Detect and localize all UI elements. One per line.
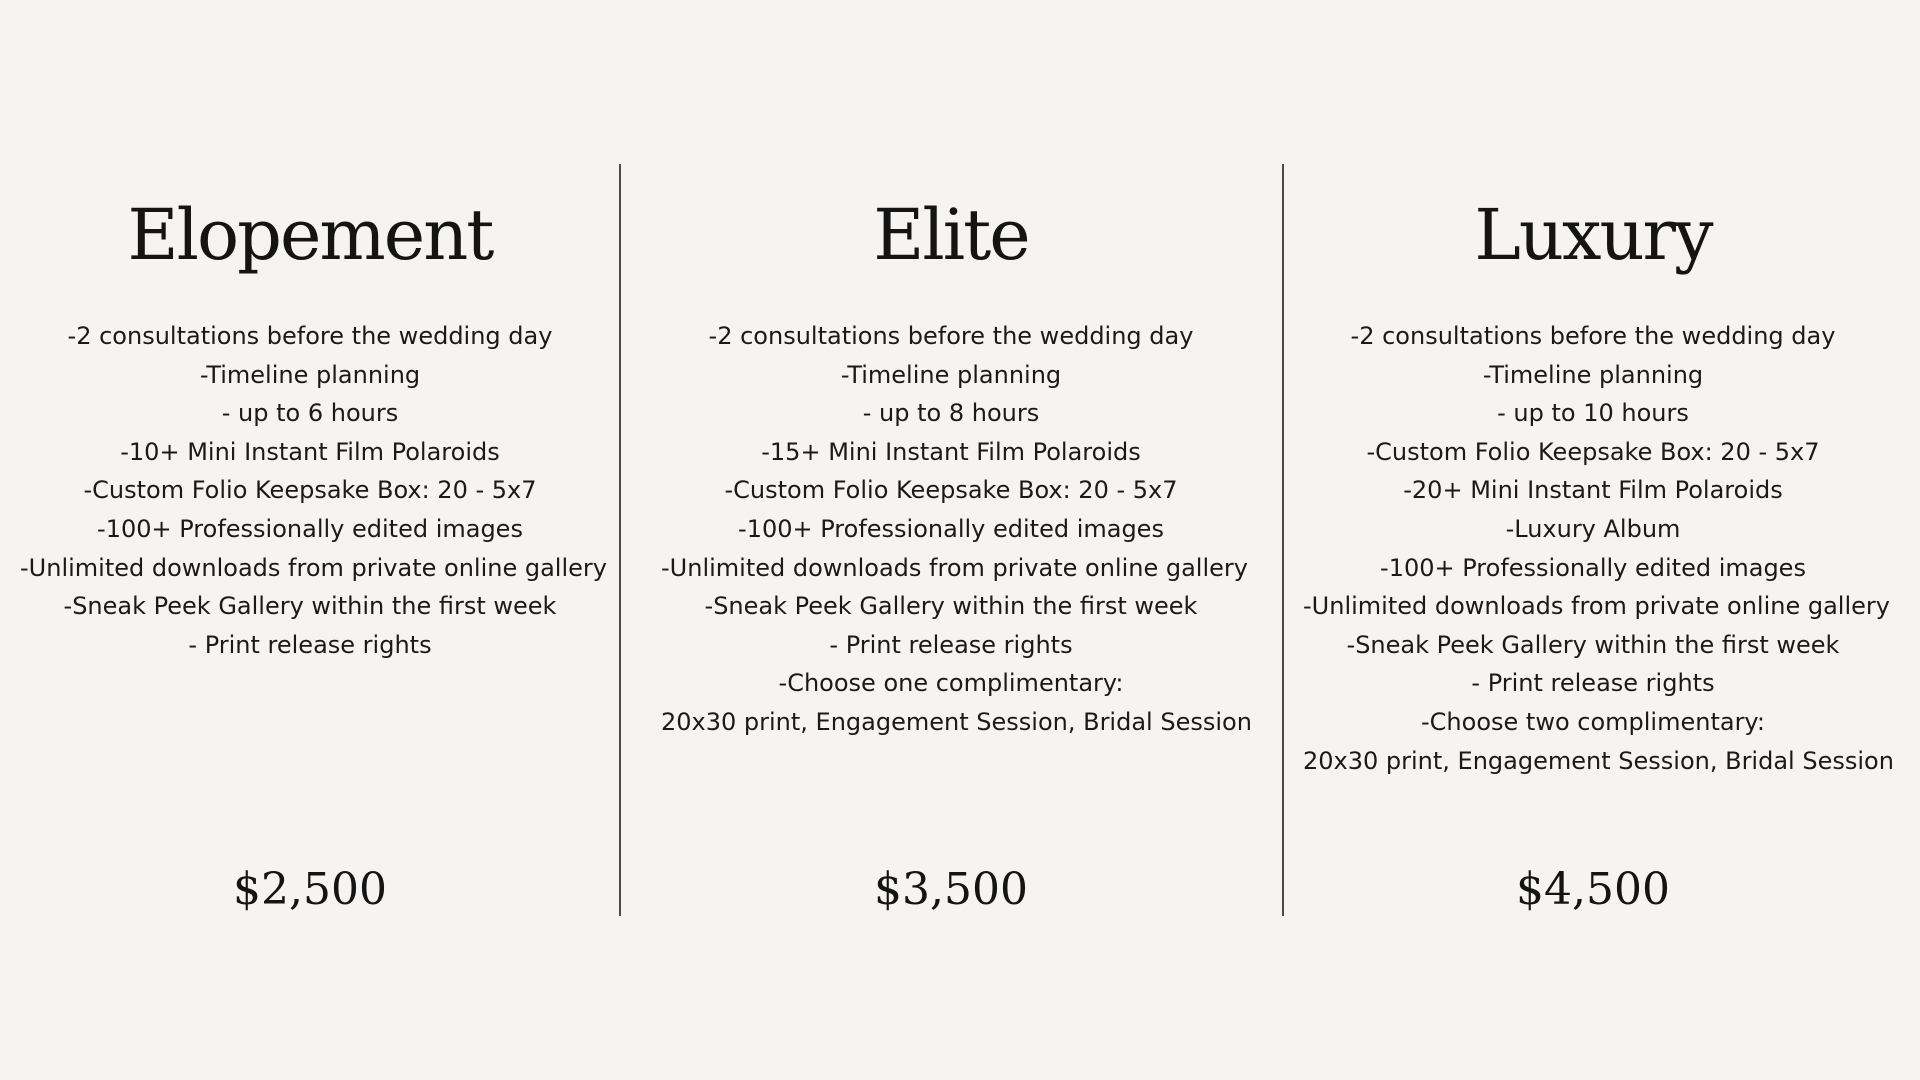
feature-item: -Custom Folio Keepsake Box: 20 - 5x7 (724, 476, 1178, 505)
feature-item: -15+ Mini Instant Film Polaroids (761, 437, 1141, 466)
feature-item: -2 consultations before the wedding day (67, 322, 553, 350)
feature-item: 20x30 print, Engagement Session, Bridal Session (1303, 746, 1894, 775)
package-title: Elopement (127, 194, 493, 276)
feature-item: - up to 10 hours (1497, 399, 1689, 428)
feature-item: - Print release rights (1471, 669, 1715, 698)
package-price: $4,500 (1516, 864, 1670, 915)
package-title: Elite (873, 194, 1029, 276)
feature-item: -Unlimited downloads from private online gallery (661, 553, 1248, 582)
feature-item: -Unlimited downloads from private online gallery (20, 553, 607, 582)
package-title: Luxury (1474, 194, 1712, 276)
feature-item: - Print release rights (188, 630, 432, 659)
package-price: $3,500 (874, 864, 1028, 915)
feature-item: -100+ Professionally edited images (1380, 553, 1806, 582)
feature-item: -10+ Mini Instant Film Polaroids (120, 437, 500, 466)
feature-item: -2 consultations before the wedding day (1350, 322, 1836, 350)
feature-list (20, 317, 607, 664)
feature-item: -Custom Folio Keepsake Box: 20 - 5x7 (83, 476, 537, 505)
feature-item: -100+ Professionally edited images (738, 514, 1164, 543)
feature-item: -2 consultations before the wedding day (708, 322, 1194, 350)
feature-list (661, 317, 1252, 742)
feature-item: -Sneak Peek Gallery within the first week (1346, 630, 1840, 659)
feature-item: -Choose two complimentary: (1421, 707, 1765, 736)
column-divider (1282, 164, 1284, 916)
feature-item: - up to 6 hours (221, 399, 399, 428)
package-price: $2,500 (233, 864, 387, 915)
feature-item: -Timeline planning (1482, 360, 1704, 389)
feature-item: -Unlimited downloads from private online gallery (1303, 592, 1890, 621)
feature-item: -Choose one complimentary: (778, 669, 1124, 698)
feature-item: -Custom Folio Keepsake Box: 20 - 5x7 (1366, 437, 1820, 466)
feature-item: -Sneak Peek Gallery within the first week (704, 592, 1198, 621)
feature-item: - up to 8 hours (862, 399, 1040, 428)
feature-item: 20x30 print, Engagement Session, Bridal Session (661, 707, 1252, 736)
feature-list (1303, 317, 1894, 780)
feature-item: -Luxury Album (1505, 514, 1681, 543)
column-divider (619, 164, 621, 916)
feature-item: -20+ Mini Instant Film Polaroids (1403, 476, 1783, 505)
feature-item: - Print release rights (829, 630, 1073, 659)
feature-item: -100+ Professionally edited images (97, 514, 523, 543)
feature-item: -Sneak Peek Gallery within the first week (63, 592, 557, 621)
feature-item: -Timeline planning (199, 360, 421, 389)
feature-item: -Timeline planning (840, 360, 1062, 389)
